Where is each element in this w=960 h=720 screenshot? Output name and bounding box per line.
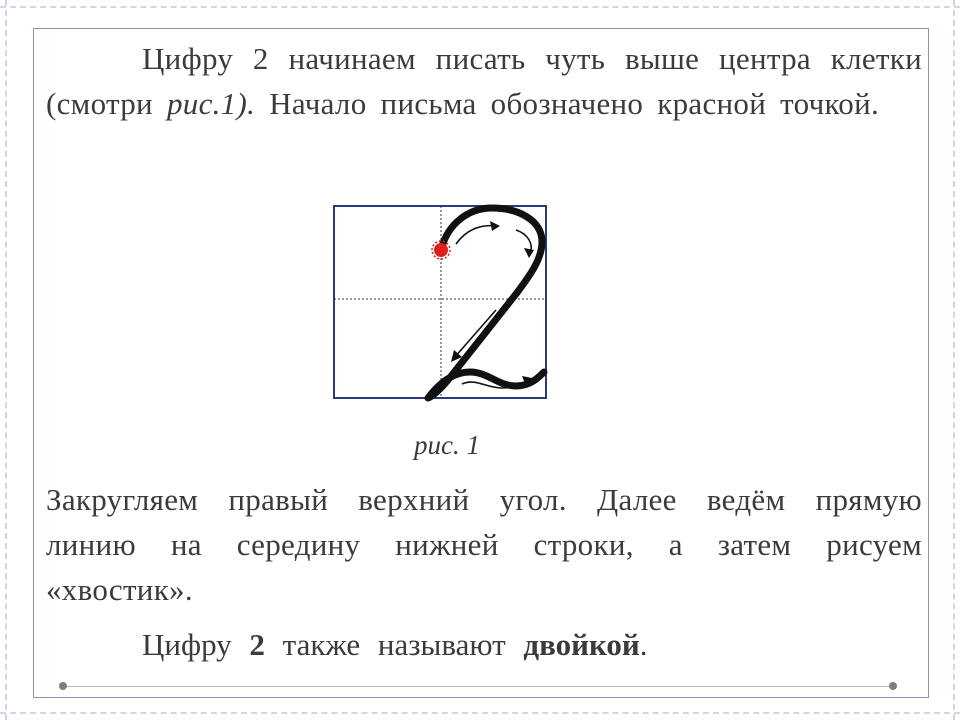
intro-text-end: Начало письма обозначено красной точкой. [255,86,880,121]
instruction-paragraph: Закругляем правый верхний угол. Далее ведём прямую линию на середину нижней строки, а затем рисуем «хвостик». [46,482,922,607]
start-point-dot [434,243,448,257]
frame-top-edge [0,6,960,8]
intro-text: Цифру 2 начинаем писать чуть выше центра клетки (смотри [46,41,922,121]
closing-text-middle: также называют [264,627,524,662]
closing-text: Цифру [142,627,250,662]
bold-word: двойкой [523,627,640,662]
bottom-divider [62,686,894,687]
closing-paragraph [142,622,648,667]
intro-paragraph [46,36,922,126]
figure-reference: рис.1). [166,86,256,121]
bottom-left-dot [59,682,67,690]
frame-left-edge [5,0,7,720]
grid-cell-frame [334,206,546,398]
frame-bottom-edge [0,712,960,714]
bold-digit: 2 [249,627,265,662]
arrowhead-upper [490,221,500,231]
closing-text-end: . [639,627,648,662]
figure-caption: рис. 1 [414,430,480,460]
bottom-right-dot [889,682,897,690]
frame-right-edge [953,0,955,720]
digit-two-figure [330,202,552,404]
arrowhead-upper-right [524,248,534,258]
arrow-upper-curve [456,226,496,244]
